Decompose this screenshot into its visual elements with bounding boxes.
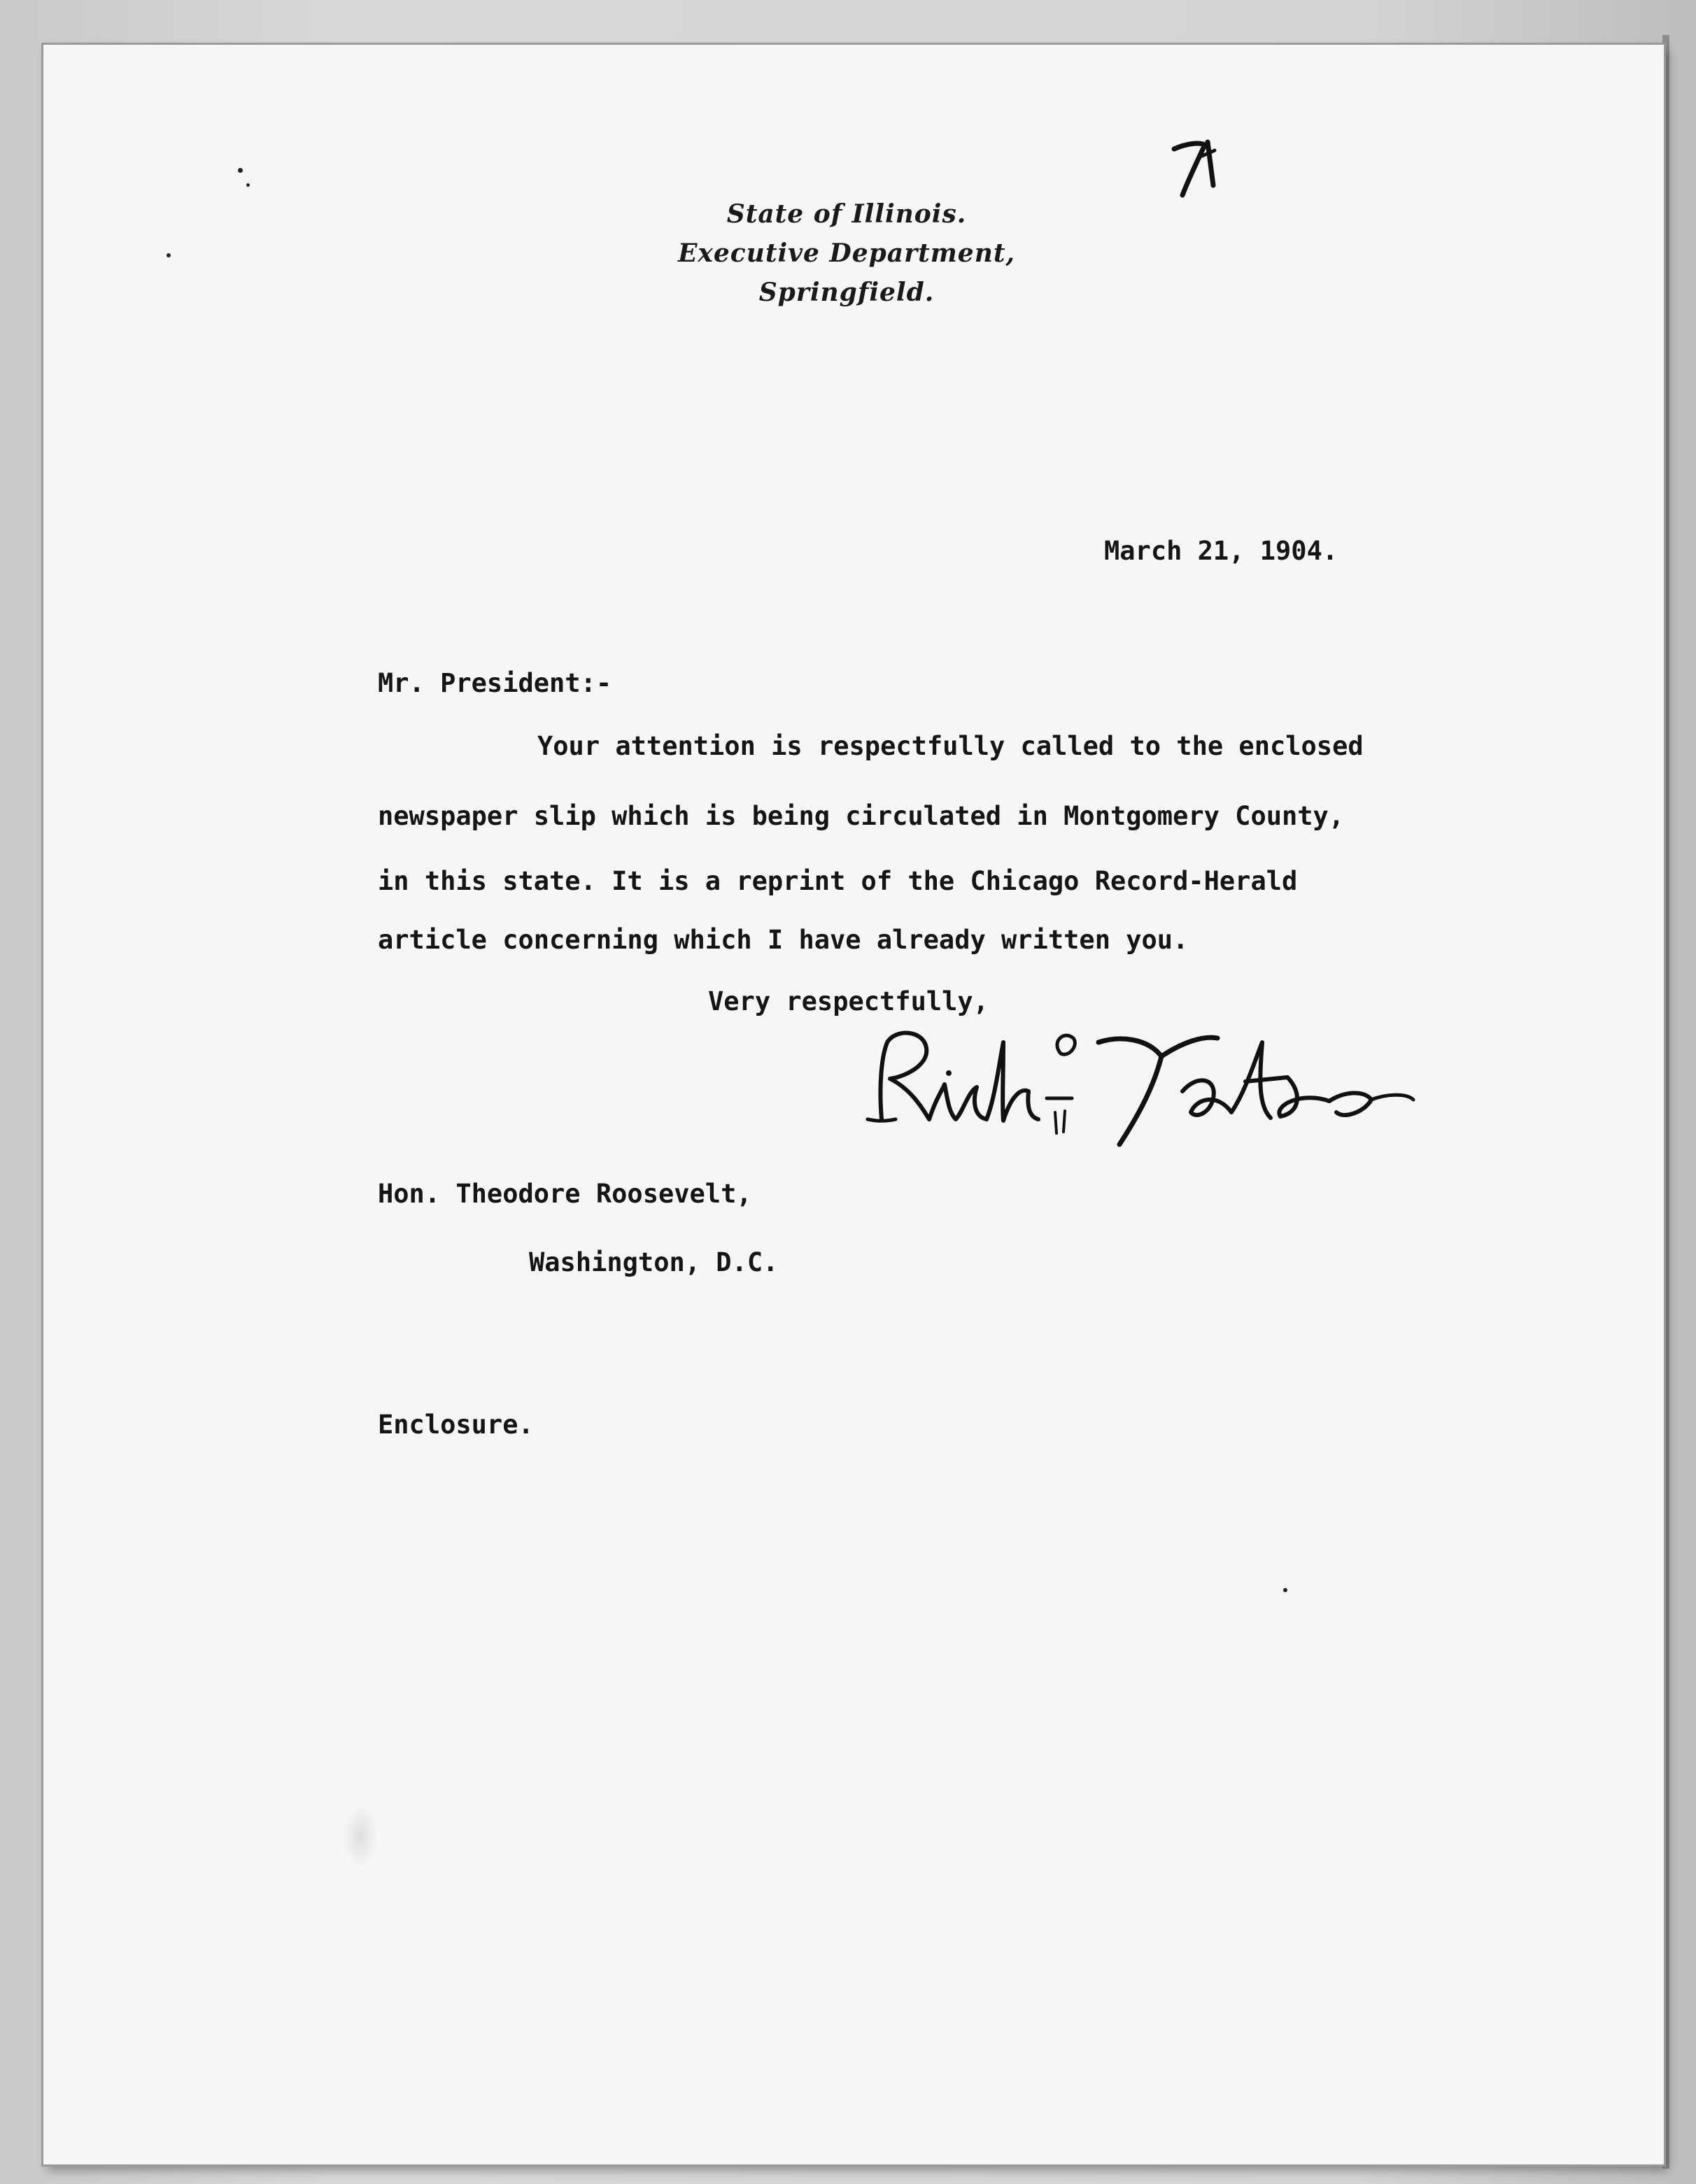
recipient-city: Washington, D.C. [529, 1247, 779, 1277]
closing: Very respectfully, [708, 986, 989, 1016]
dust-speck [238, 168, 243, 173]
letterhead-department: Executive Department, [677, 239, 1016, 268]
dust-speck [246, 183, 250, 187]
letterhead [616, 194, 1077, 312]
body-line-3: in this state. It is a reprint of the Chicago Record-Herald [378, 866, 1298, 896]
enclosure-note: Enclosure. [378, 1410, 534, 1440]
letterhead-city: Springfield. [758, 278, 935, 307]
handwritten-file-mark [1168, 136, 1224, 199]
letterhead-state: State of Illinois. [726, 199, 967, 229]
dust-speck [167, 253, 171, 257]
body-line-4: article concerning which I have already written you. [378, 925, 1189, 955]
salutation: Mr. President:- [378, 668, 612, 698]
body-line-1: Your attention is respectfully called to the enclosed [537, 731, 1364, 761]
handwritten-signature [854, 1014, 1525, 1154]
paper-smudge [343, 1805, 378, 1868]
letter-date: March 21, 1904. [1104, 536, 1338, 566]
body-line-2: newspaper slip which is being circulated in Montgomery County, [378, 801, 1345, 831]
recipient-name: Hon. Theodore Roosevelt, [378, 1179, 752, 1209]
dust-speck [1283, 1588, 1287, 1592]
